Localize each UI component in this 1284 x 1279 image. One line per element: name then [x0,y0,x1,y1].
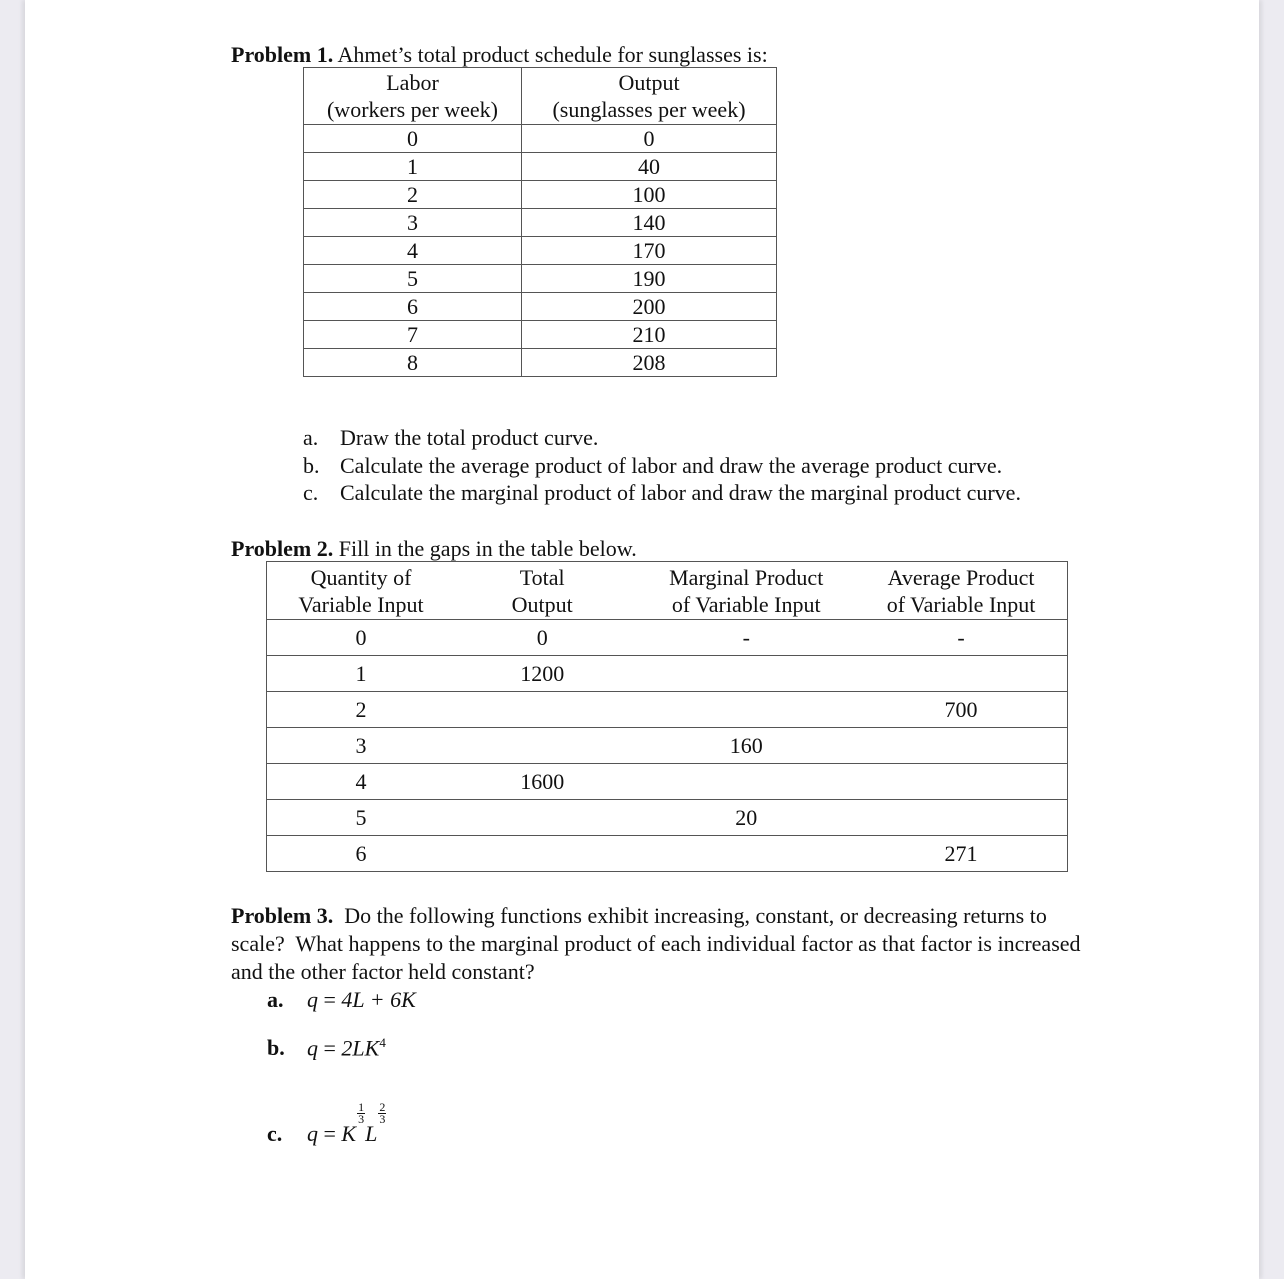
function-c: c. q = K $\frac{1}{3}$ L $\frac{2}{3}$ [267,1100,386,1146]
labor-cell: 3 [304,209,522,237]
document-page [25,0,1259,1279]
problem-1-questions [303,424,1021,507]
problem-1-text: Ahmet’s total product schedule for sunglasses is: [333,42,768,67]
exponent-fraction: $\frac{1}{3}$ [358,1100,365,1126]
header-labor: Labor (workers per week) [304,68,522,125]
labor-cell: 7 [304,321,522,349]
table-row: 4 1600 [267,764,1067,800]
total-product-table [303,67,777,377]
output-cell: 100 [522,181,777,209]
production-gaps-table [266,561,1068,872]
table-header-row [267,562,1067,620]
function-b: b. $q = 2LK^4$ [267,1035,386,1061]
labor-cell: 2 [304,181,522,209]
question-a: a. Draw the total product curve. [303,425,599,450]
table-row [304,237,777,265]
problem-2-heading [231,535,637,563]
header-output: Output (sunglasses per week) [522,68,777,125]
labor-cell: 0 [304,125,522,153]
table-row [304,153,777,181]
problem-2-label: Problem 2. [231,536,334,561]
output-cell: 210 [522,321,777,349]
output-cell: 170 [522,237,777,265]
header-marginal-product: Marginal Product of Variable Input [669,565,824,617]
problem-1-label: Problem 1. [231,42,334,67]
output-cell: 208 [522,349,777,377]
table-row [304,265,777,293]
output-cell: 0 [522,125,777,153]
table-row [304,293,777,321]
output-cell: 140 [522,209,777,237]
labor-cell: 5 [304,265,522,293]
table-row [304,181,777,209]
table-row: 1 1200 [267,656,1067,692]
table-row: 5 20 [267,800,1067,836]
question-c: c. Calculate the marginal product of labor and draw the marginal product curve. [303,480,1021,505]
table-row: 6 271 [355,841,978,866]
labor-cell: 8 [304,349,522,377]
table-row [304,349,777,377]
problem-3-label: Problem 3. [231,903,334,928]
question-b: b. Calculate the average product of labor and draw the average product curve. [303,452,1003,478]
table-row: 3 160 [267,728,1067,764]
output-cell: 40 [522,153,777,181]
table-row: 0 0 - - [267,620,1067,656]
header-average-product: Average Product of Variable Input [886,565,1036,617]
problem-3-paragraph [231,902,1101,986]
labor-cell: 6 [304,293,522,321]
problem-1-heading [231,41,768,69]
output-cell: 190 [522,265,777,293]
function-a: a. q = 4L + 6K [267,987,416,1012]
header-quantity: Quantity of Variable Input [298,565,424,617]
output-cell: 200 [522,293,777,321]
labor-cell: 1 [304,153,522,181]
table-row: 2 700 [267,692,1067,728]
table-header-row [304,68,777,125]
problem-2-text: Fill in the gaps in the table below. [333,536,637,561]
table-row [304,209,777,237]
table-row [304,321,777,349]
table-row [304,125,777,153]
problem-3-text: Do the following functions exhibit increasing, constant, or decreasing returns to scale? What happens to the marginal product of each individual factor as that factor is increased and the other factor held constant? [231,903,1087,984]
labor-cell: 4 [304,237,522,265]
header-total-output: Total Output [511,565,573,617]
exponent-fraction: $\frac{2}{3}$ [379,1100,386,1126]
